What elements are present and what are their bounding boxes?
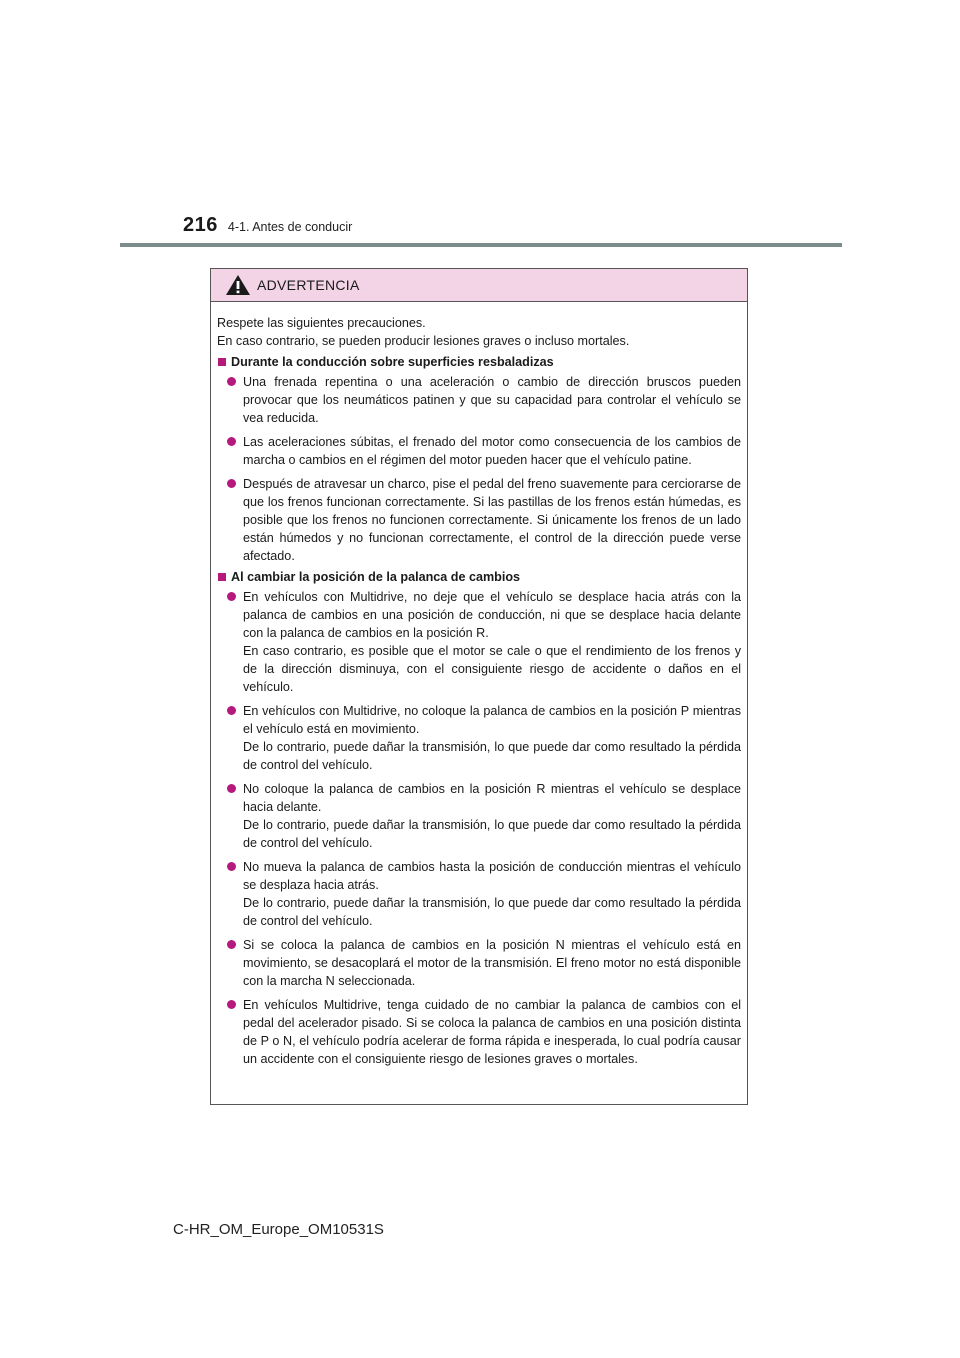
list-item-text: En vehículos Multidrive, tenga cuidado de no cambiar la palanca de cambios con el pedal del acelerador pisado. Si se coloca la palanca de cambios en una posición distinta de P o N, el vehículo podría acelerar de forma rápida e inesperada, lo cual podría causar un accidente con el consiguiente riesgo de lesiones graves o mortales. (243, 998, 741, 1066)
section-heading-text: Durante la conducción sobre superficies resbaladizas (231, 355, 554, 369)
document-code: C-HR_OM_Europe_OM10531S (173, 1221, 384, 1238)
list-item-text: De lo contrario, puede dañar la transmisión, lo que puede dar como resultado la pérdida de control del vehículo. (243, 740, 741, 772)
list-item (217, 373, 741, 427)
intro-line: En caso contrario, se pueden producir lesiones graves o incluso mortales. (217, 334, 630, 348)
list-item (217, 702, 741, 774)
square-bullet-icon (218, 358, 226, 366)
list-item (217, 475, 741, 565)
bullet-dot-icon (227, 437, 236, 446)
page-header (183, 214, 352, 237)
square-bullet-icon (218, 573, 226, 581)
list-item-text: En vehículos con Multidrive, no deje que el vehículo se desplace hacia atrás con la palanca de cambios en una posición de conducción, ni que se desplace hacia delante con la palanca de cambios en la posición R. (243, 590, 741, 640)
header-divider (120, 243, 842, 247)
list-item-text: En vehículos con Multidrive, no coloque la palanca de cambios en la posición P mientras el vehículo está en movimiento. (243, 704, 741, 736)
intro-line: Respete las siguientes precauciones. (217, 316, 426, 330)
bullet-dot-icon (227, 592, 236, 601)
warning-body (211, 302, 747, 1068)
warning-title: ADVERTENCIA (257, 277, 360, 293)
bullet-dot-icon (227, 784, 236, 793)
list-item-text: En caso contrario, es posible que el motor se cale o que el rendimiento de los frenos y de la dirección disminuya, con el consiguiente riesgo de accidente o daños en el vehículo. (243, 644, 741, 694)
bullet-dot-icon (227, 479, 236, 488)
list-item-text: Si se coloca la palanca de cambios en la posición N mientras el vehículo está en movimiento, se desacoplará el motor de la transmisión. El freno motor no está disponible con la marcha N seleccionada. (243, 938, 741, 988)
list-item-text: Las aceleraciones súbitas, el frenado del motor como consecuencia de los cambios de marcha o cambios en el régimen del motor pueden hacer que el vehículo patine. (243, 435, 741, 467)
list-item (217, 936, 741, 990)
bullet-dot-icon (227, 940, 236, 949)
section-title: 4-1. Antes de conducir (227, 220, 353, 234)
warning-header (211, 269, 747, 302)
warning-intro (217, 314, 741, 350)
section-heading (217, 568, 741, 586)
list-item-text: De lo contrario, puede dañar la transmisión, lo que puede dar como resultado la pérdida de control del vehículo. (243, 818, 741, 850)
warning-box (210, 268, 748, 1105)
bullet-dot-icon (227, 706, 236, 715)
list-item-text: Una frenada repentina o una aceleración o cambio de dirección bruscos pueden provocar que los neumáticos patinen y que su capacidad para controlar el vehículo se vea reducida. (243, 375, 741, 425)
section-heading (217, 353, 741, 371)
list-item (217, 433, 741, 469)
page-number: 216 (183, 214, 218, 236)
bullet-dot-icon (227, 377, 236, 386)
warning-triangle-icon (225, 274, 251, 296)
list-item-text: No coloque la palanca de cambios en la posición R mientras el vehículo se desplace hacia delante. (243, 782, 741, 814)
section-slippery-surfaces (217, 353, 741, 565)
list-item (217, 588, 741, 696)
list-item-text: No mueva la palanca de cambios hasta la posición de conducción mientras el vehículo se desplaza hacia atrás. (243, 860, 741, 892)
list-item-text: Después de atravesar un charco, pise el pedal del freno suavemente para cerciorarse de que los frenos funcionan correctamente. Si las pastillas de los frenos están húmedas, es posible que los frenos no funcionen correctamente. Si únicamente los frenos de un lado están húmedos y no funcionan correctamente, el control de la dirección puede verse afectado. (243, 477, 741, 563)
section-gear-lever (217, 568, 741, 1068)
list-item (217, 780, 741, 852)
bullet-dot-icon (227, 1000, 236, 1009)
list-item (217, 858, 741, 930)
list-item (217, 996, 741, 1068)
list-item-text: De lo contrario, puede dañar la transmisión, lo que puede dar como resultado la pérdida de control del vehículo. (243, 896, 741, 928)
bullet-dot-icon (227, 862, 236, 871)
section-heading-text: Al cambiar la posición de la palanca de cambios (231, 570, 521, 584)
